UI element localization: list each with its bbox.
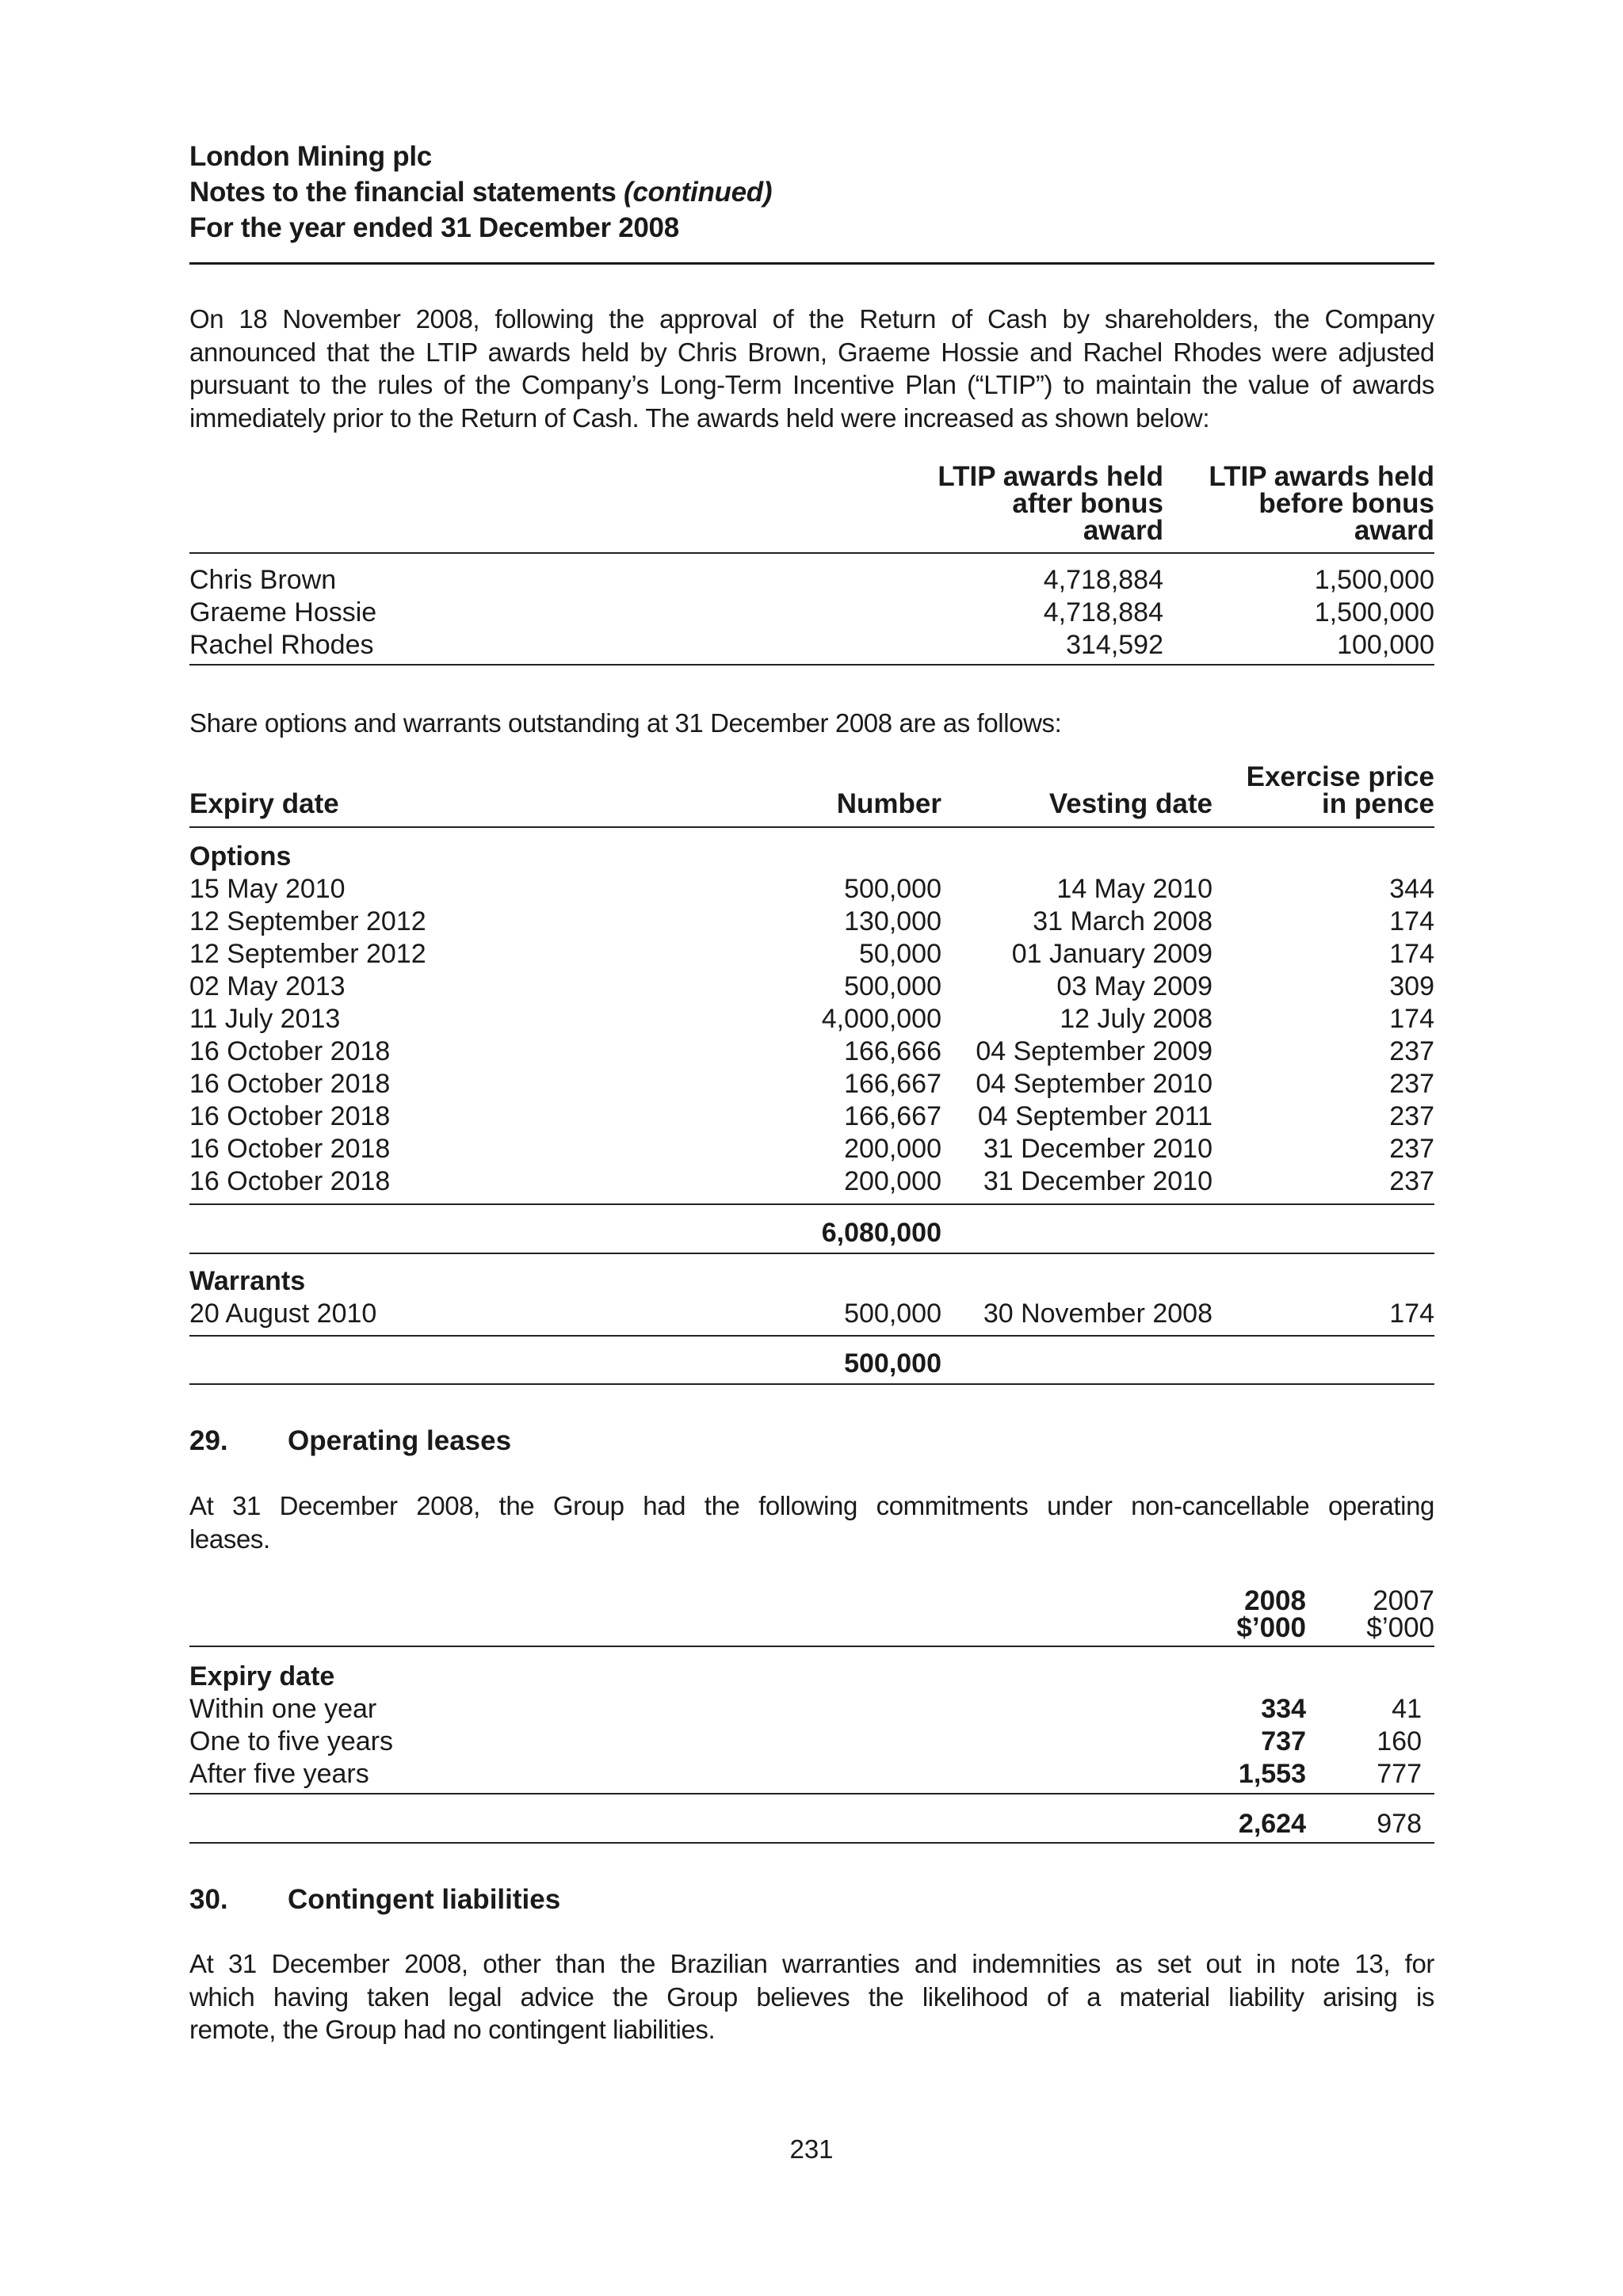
section-label-options — [189, 841, 1434, 873]
expiry-date: 16 October 2018 — [189, 1134, 391, 1164]
awards-after: 314,592 — [1066, 630, 1163, 660]
table-row — [189, 1693, 1434, 1726]
value-2008: 334 — [1261, 1694, 1306, 1724]
option-number: 500,000 — [844, 971, 941, 1001]
text-line: remote, the Group had no contingent liabilities. — [189, 2015, 716, 2044]
option-number: 166,667 — [844, 1101, 941, 1131]
note-number: 29. — [189, 1425, 228, 1456]
section-label-expiry-date — [189, 1661, 1434, 1693]
table-row — [189, 564, 1434, 597]
period-label: One to five years — [189, 1726, 394, 1756]
vesting-date: 14 May 2010 — [1056, 874, 1212, 904]
vesting-date: 04 September 2011 — [977, 1101, 1212, 1131]
options-total: 6,080,000 — [821, 1218, 941, 1248]
vesting-date: 31 March 2008 — [1033, 906, 1212, 936]
expiry-date: 02 May 2013 — [189, 971, 346, 1001]
options-total-row — [189, 1217, 1434, 1249]
header-line: in pence — [1322, 788, 1434, 819]
option-number: 200,000 — [844, 1134, 941, 1164]
awards-before: 100,000 — [1337, 630, 1434, 660]
awards-before: 1,500,000 — [1314, 565, 1434, 595]
table-row — [189, 1003, 1434, 1035]
header-line: after bonus — [1012, 488, 1163, 519]
page-number: 231 — [789, 2134, 834, 2164]
expiry-date: 16 October 2018 — [189, 1166, 391, 1196]
table-row — [189, 906, 1434, 938]
table-row — [189, 938, 1434, 971]
vesting-date: 04 September 2010 — [976, 1069, 1212, 1099]
expiry-date: 16 October 2018 — [189, 1069, 391, 1099]
table-header-rule — [189, 826, 1434, 828]
expiry-date: 15 May 2010 — [189, 874, 346, 904]
company-name: London Mining plc — [189, 141, 432, 172]
option-number: 130,000 — [844, 906, 941, 936]
header-line: 2008 — [1244, 1585, 1306, 1616]
expiry-date: 11 July 2013 — [189, 1004, 341, 1034]
expiry-date: 12 September 2012 — [189, 939, 426, 969]
text-line: announced that the LTIP awards held by Chris Brown, Graeme Hossie and Rachel Rhodes were adjusted — [189, 337, 1434, 367]
header-divider — [189, 262, 1434, 265]
exercise-price: 174 — [1389, 939, 1434, 969]
expiry-date: 12 September 2012 — [189, 906, 426, 936]
column-header-after-bonus — [938, 463, 1163, 544]
option-number: 4,000,000 — [821, 1004, 941, 1034]
exercise-price: 174 — [1389, 906, 1434, 936]
table-bottom-rule — [189, 664, 1434, 666]
vesting-date: 31 December 2010 — [983, 1166, 1212, 1196]
awards-before: 1,500,000 — [1314, 597, 1434, 627]
table-row — [189, 1758, 1434, 1791]
section-label-warrants — [189, 1265, 1434, 1298]
table-row — [189, 1726, 1434, 1758]
vesting-date: 12 July 2008 — [1060, 1004, 1212, 1034]
exercise-price: 237 — [1389, 1101, 1434, 1131]
text-line: At 31 December 2008, other than the Brazilian warranties and indemnities as set out in note 13, for — [189, 1949, 1434, 1978]
table-row — [189, 1298, 1434, 1330]
warrants-subtotal-rule-top — [189, 1335, 1434, 1337]
warrants-total-row — [189, 1348, 1434, 1380]
option-number: 500,000 — [844, 874, 941, 904]
value-2007: 41 — [1392, 1694, 1422, 1724]
reporting-period: For the year ended 31 December 2008 — [189, 212, 679, 243]
header-line: $’000 — [1366, 1612, 1434, 1643]
ltip-intro-paragraph — [189, 303, 1434, 434]
document-title — [189, 174, 772, 210]
awards-after: 4,718,884 — [1043, 565, 1163, 595]
table-row — [189, 597, 1434, 629]
value-2007: 160 — [1377, 1726, 1422, 1756]
column-header-number: Number — [836, 788, 941, 819]
exercise-price: 237 — [1389, 1134, 1434, 1164]
column-header-expiry-date: Expiry date — [189, 788, 339, 819]
text-line: On 18 November 2008, following the approval of the Return of Cash by shareholders, the Company — [189, 304, 1434, 334]
page-header — [189, 139, 772, 246]
warrants-subtotal-rule-bottom — [189, 1383, 1434, 1385]
section-label: Warrants — [189, 1266, 306, 1296]
table-row — [189, 1068, 1434, 1100]
column-header-before-bonus — [1209, 463, 1434, 544]
header-line: award — [1083, 515, 1163, 546]
column-header-exercise-price — [1246, 761, 1434, 819]
total-rule-top — [189, 1793, 1434, 1794]
column-header-2008 — [1236, 1585, 1306, 1643]
warrant-number: 500,000 — [844, 1299, 941, 1329]
header-line: before bonus — [1258, 488, 1434, 519]
awards-after: 4,718,884 — [1043, 597, 1163, 627]
table-header-rule — [189, 552, 1434, 554]
person-name: Chris Brown — [189, 565, 337, 595]
exercise-price: 237 — [1389, 1036, 1434, 1066]
table-row — [189, 1100, 1434, 1133]
options-subtotal-rule-bottom — [189, 1253, 1434, 1254]
header-line: LTIP awards held — [1209, 461, 1434, 492]
exercise-price: 237 — [1389, 1069, 1434, 1099]
text-line: which having taken legal advice the Group believes the likelihood of a material liability arising is — [189, 1981, 1434, 2012]
expiry-date: 16 October 2018 — [189, 1101, 391, 1131]
option-number: 166,667 — [844, 1069, 941, 1099]
header-line: award — [1354, 515, 1434, 546]
title-continued: (continued) — [623, 177, 773, 208]
column-header-vesting-date: Vesting date — [1048, 788, 1212, 819]
period-label: After five years — [189, 1759, 369, 1789]
table-row — [189, 971, 1434, 1003]
vesting-date: 03 May 2009 — [1056, 971, 1212, 1001]
exercise-price: 309 — [1389, 971, 1434, 1001]
text-line: immediately prior to the Return of Cash. The awards held were increased as shown below: — [189, 402, 1210, 433]
total-rule-bottom — [189, 1842, 1434, 1844]
header-line: Exercise price — [1246, 761, 1434, 792]
text-line: At 31 December 2008, the Group had the following commitments under non-cancellable operating — [189, 1491, 1434, 1520]
note-number: 30. — [189, 1884, 228, 1915]
exercise-price: 174 — [1389, 1299, 1434, 1329]
note-title: Contingent liabilities — [288, 1884, 561, 1915]
option-number: 200,000 — [844, 1166, 941, 1196]
note-30-body — [189, 1947, 1434, 2046]
section-label: Options — [189, 841, 292, 871]
vesting-date: 04 September 2009 — [976, 1036, 1212, 1066]
title-main: Notes to the financial statements — [189, 177, 624, 208]
table-header-rule — [189, 1646, 1434, 1647]
person-name: Rachel Rhodes — [189, 630, 374, 660]
warrants-total: 500,000 — [844, 1348, 941, 1379]
text-line: leases. — [189, 1524, 270, 1554]
total-2007: 978 — [1377, 1809, 1422, 1839]
person-name: Graeme Hossie — [189, 597, 377, 627]
text-line: pursuant to the rules of the Company’s Long-Term Incentive Plan (“LTIP”) to maintain the value of awards — [189, 370, 1434, 399]
table-row — [189, 1133, 1434, 1165]
vesting-date: 31 December 2010 — [983, 1134, 1212, 1164]
table-row — [189, 1035, 1434, 1068]
value-2008: 737 — [1261, 1726, 1306, 1756]
options-subtotal-rule-top — [189, 1203, 1434, 1205]
header-line: 2007 — [1373, 1585, 1434, 1616]
options-intro: Share options and warrants outstanding at 31 December 2008 are as follows: — [189, 708, 1062, 738]
table-row — [189, 873, 1434, 906]
option-number: 50,000 — [859, 939, 941, 969]
note-29-intro — [189, 1489, 1434, 1555]
column-header-2007 — [1366, 1585, 1434, 1643]
exercise-price: 174 — [1389, 1004, 1434, 1034]
header-line: $’000 — [1236, 1612, 1306, 1643]
table-row — [189, 1165, 1434, 1198]
header-line: LTIP awards held — [938, 461, 1163, 492]
note-title: Operating leases — [288, 1425, 512, 1456]
vesting-date: 01 January 2009 — [1011, 939, 1212, 969]
value-2008: 1,553 — [1238, 1759, 1306, 1789]
exercise-price: 344 — [1389, 874, 1434, 904]
option-number: 166,666 — [844, 1036, 941, 1066]
value-2007: 777 — [1377, 1759, 1422, 1789]
total-row — [189, 1808, 1434, 1840]
expiry-date: 20 August 2010 — [189, 1299, 377, 1329]
total-2008: 2,624 — [1238, 1809, 1306, 1839]
table-row — [189, 629, 1434, 662]
section-label: Expiry date — [189, 1661, 335, 1691]
vesting-date: 30 November 2008 — [983, 1299, 1212, 1329]
period-label: Within one year — [189, 1694, 377, 1724]
expiry-date: 16 October 2018 — [189, 1036, 391, 1066]
exercise-price: 237 — [1389, 1166, 1434, 1196]
